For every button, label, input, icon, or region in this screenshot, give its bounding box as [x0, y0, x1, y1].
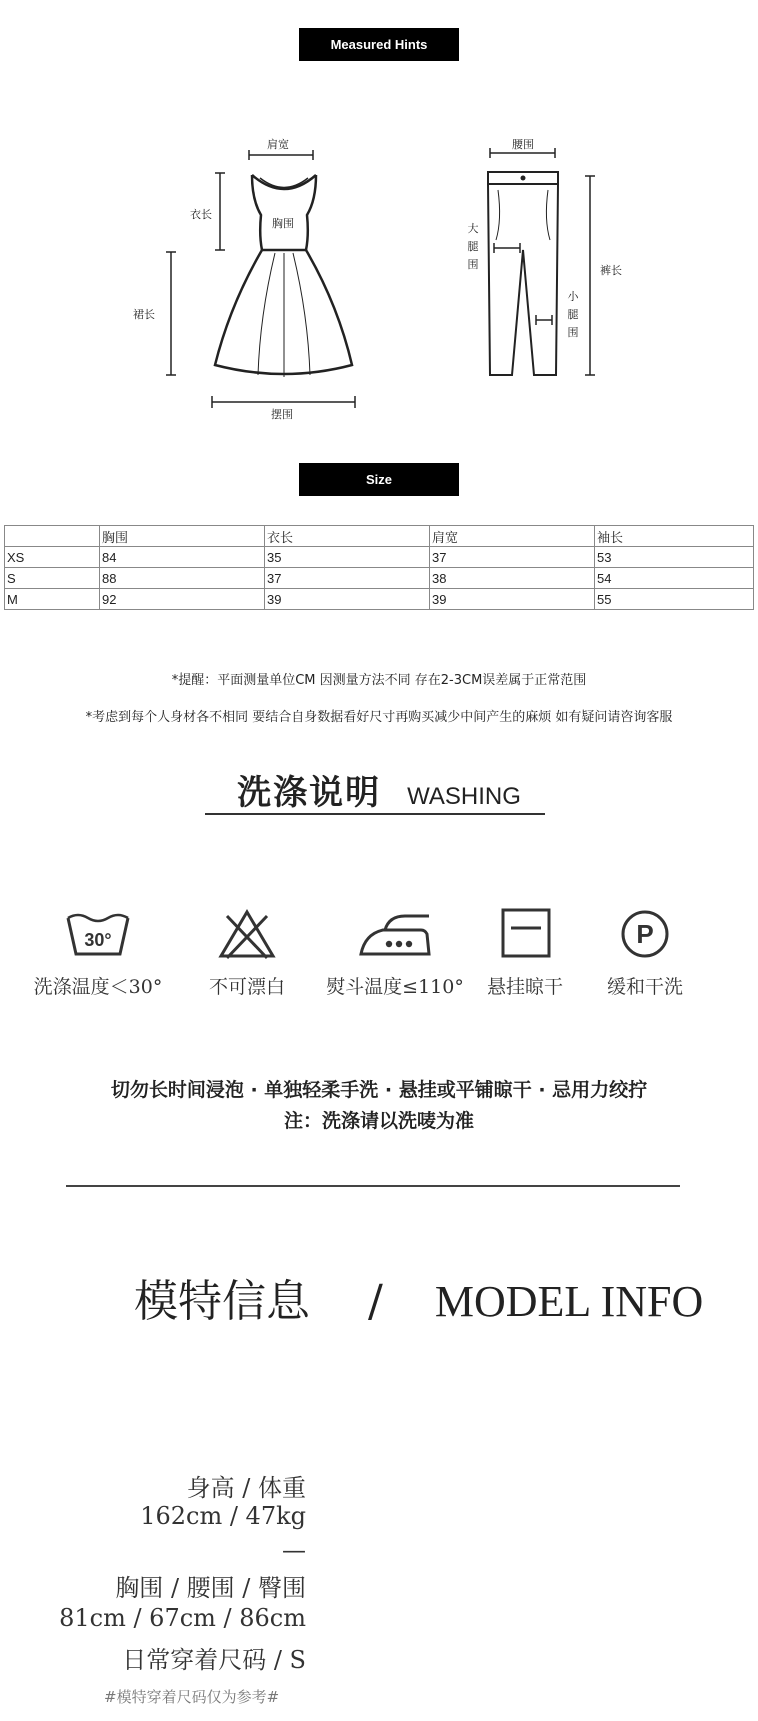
care-label: 缓和干洗 — [606, 976, 683, 998]
washing-label-note: 注：洗涤请以洗唛为准 — [283, 1110, 474, 1132]
skirt-length-label: 裙长 — [133, 308, 155, 321]
dress-diagram — [120, 125, 370, 435]
pants-length-label: 裤长 — [600, 264, 622, 277]
table-row — [5, 568, 754, 589]
table-cell: 55 — [595, 589, 754, 610]
care-item-wash — [33, 908, 163, 999]
table-cell: 37 — [265, 568, 430, 589]
model-title-en: MODEL INFO — [434, 1277, 704, 1326]
care-item-bleach — [182, 908, 312, 999]
model-footnote: #模特穿着尺码仅为参考# — [104, 1688, 280, 1706]
table-cell: M — [5, 589, 100, 610]
thigh-label: 大腿围 — [467, 222, 479, 271]
table-cell: S — [5, 568, 100, 589]
care-item-dryclean — [580, 908, 710, 999]
table-header-cell: 袖长 — [595, 526, 754, 547]
model-info-title — [134, 1265, 703, 1329]
care-item-iron — [320, 908, 470, 999]
hem-label: 摆围 — [271, 408, 293, 421]
hang-dry-icon — [489, 908, 561, 960]
pants-diagram — [460, 130, 610, 390]
length-label: 衣长 — [190, 208, 212, 221]
table-header-row — [5, 526, 754, 547]
table-cell: XS — [5, 547, 100, 568]
separator-dash: — — [282, 1536, 306, 1564]
wash-30-icon — [62, 908, 134, 960]
waist-label: 腰围 — [512, 138, 534, 151]
washing-title — [0, 765, 758, 814]
care-label: 不可漂白 — [208, 976, 285, 998]
table-cell: 37 — [430, 547, 595, 568]
table-header-cell: 胸围 — [100, 526, 265, 547]
section-divider — [66, 1185, 680, 1187]
washing-title-cn: 洗涤说明 — [237, 773, 382, 813]
model-title-cn: 模特信息 — [134, 1276, 310, 1327]
size-banner: Size — [299, 463, 459, 496]
table-row — [5, 547, 754, 568]
svg-text:30°: 30° — [84, 930, 112, 950]
table-cell: 39 — [265, 589, 430, 610]
table-cell: 84 — [100, 547, 265, 568]
table-cell: 54 — [595, 568, 754, 589]
height-weight-value: 162cm / 47kg — [140, 1502, 306, 1530]
svg-text:P: P — [636, 919, 654, 949]
care-label: 悬挂晾干 — [486, 976, 563, 998]
shoulder-label: 肩宽 — [267, 138, 289, 151]
table-cell: 88 — [100, 568, 265, 589]
table-header-cell — [5, 526, 100, 547]
washing-title-en: WASHING — [407, 783, 521, 810]
table-header-cell: 肩宽 — [430, 526, 595, 547]
height-weight-label: 身高 / 体重 — [186, 1474, 306, 1502]
size-table — [4, 525, 754, 610]
chest-label: 胸围 — [272, 217, 294, 230]
size-line: 日常穿着尺码 / S — [122, 1646, 306, 1674]
washing-title-underline — [205, 813, 545, 815]
iron-icon — [355, 908, 435, 960]
table-header-cell: 衣长 — [265, 526, 430, 547]
measured-hints-banner: Measured Hints — [299, 28, 459, 61]
table-cell: 38 — [430, 568, 595, 589]
size-advice-note: *考虑到每个人身材各不相同 要结合自身数据看好尺寸再购买减少中间产生的麻烦 如有疑问请咨询客服 — [85, 710, 673, 725]
care-label: 洗涤温度＜30° — [33, 976, 163, 998]
table-cell: 35 — [265, 547, 430, 568]
model-title-slash: / — [368, 1276, 383, 1327]
dry-clean-icon — [609, 908, 681, 960]
table-cell: 39 — [430, 589, 595, 610]
no-bleach-icon — [211, 908, 283, 960]
measurements-value: 81cm / 67cm / 86cm — [59, 1604, 306, 1632]
care-label: 熨斗温度≤110° — [326, 976, 464, 998]
table-row — [5, 589, 754, 610]
washing-tip: 切勿长时间浸泡 · 单独轻柔手洗 · 悬挂或平铺晾干 · 忌用力绞拧 — [110, 1079, 648, 1101]
table-cell: 53 — [595, 547, 754, 568]
calf-label: 小腿围 — [567, 290, 579, 339]
table-cell: 92 — [100, 589, 265, 610]
measurements-label: 胸围 / 腰围 / 臀围 — [115, 1574, 306, 1602]
measure-note: *提醒：平面测量单位CM 因测量方法不同 存在2-3CM误差属于正常范围 — [171, 673, 587, 688]
care-item-hang — [460, 908, 590, 999]
